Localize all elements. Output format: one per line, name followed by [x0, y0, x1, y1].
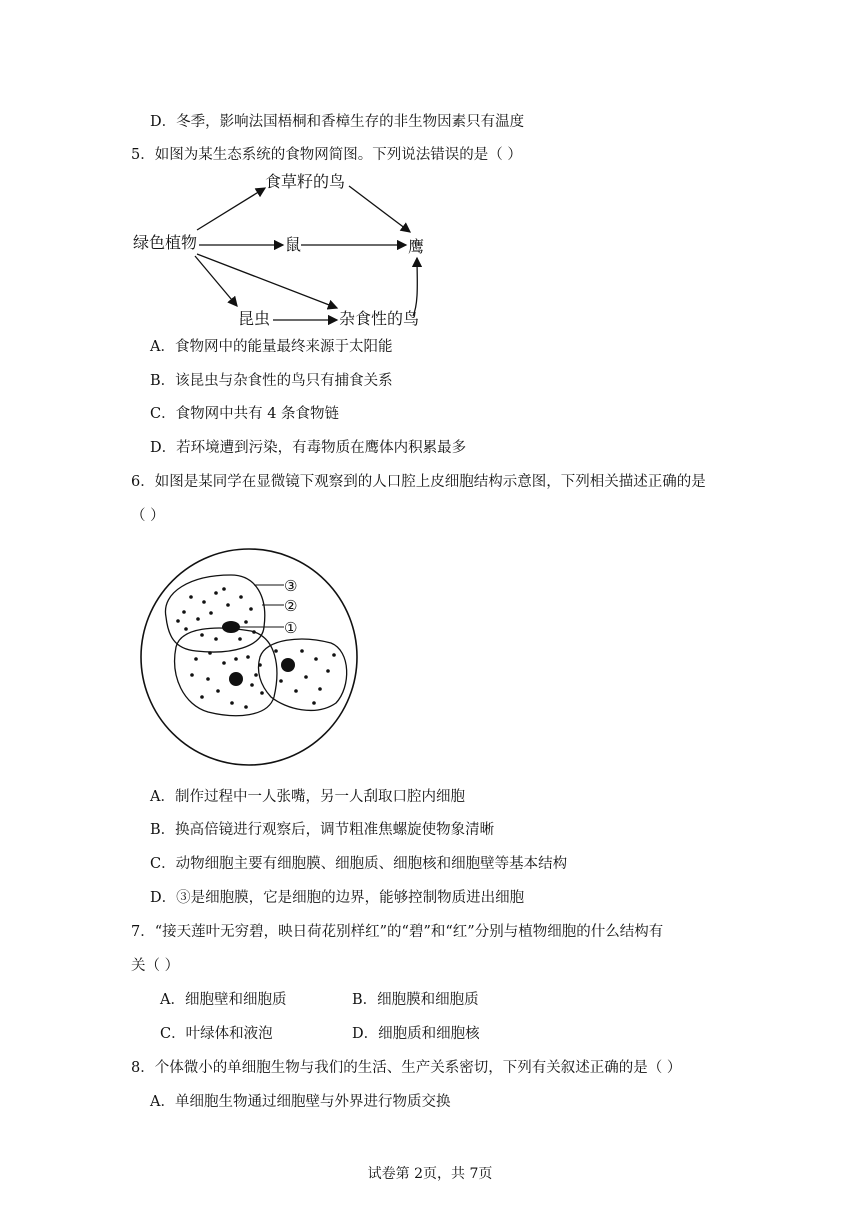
q6-stem-line2: （ ） — [131, 508, 165, 524]
page-footer: 试卷第 2页，共 7页 — [367, 1166, 493, 1182]
node-seed-bird: 食草籽的鸟 — [265, 172, 346, 191]
node-plant: 绿色植物 — [133, 233, 198, 252]
q6-option-a: A．制作过程中一人张嘴，另一人刮取口腔内细胞 — [150, 789, 465, 805]
arrow-seedbird-hawk — [349, 186, 410, 232]
q5-stem: 5．如图为某生态系统的食物网简图。下列说法错误的是（ ） — [131, 147, 522, 163]
arrow-plant-seedbird — [197, 188, 265, 230]
q7-option-c: C．叶绿体和液泡 — [160, 1026, 273, 1042]
nucleus-top — [222, 621, 240, 633]
q4-option-d: D．冬季，影响法国梧桐和香樟生存的非生物因素只有温度 — [150, 114, 525, 130]
q5-option-c: C．食物网中共有 4 条食物链 — [150, 406, 340, 422]
arrow-plant-omnibird — [197, 254, 337, 308]
q5-option-d: D．若环境遭到污染，有毒物质在鹰体内积累最多 — [150, 440, 467, 456]
node-hawk: 鹰 — [408, 237, 425, 256]
q6-option-d: D．③是细胞膜，它是细胞的边界，能够控制物质进出细胞 — [150, 890, 525, 906]
food-web-diagram — [125, 168, 435, 333]
q5-option-a: A．食物网中的能量最终来源于太阳能 — [150, 339, 393, 355]
nucleus-right — [281, 658, 295, 672]
arrow-plant-insect — [195, 256, 237, 306]
q6-option-b: B．换高倍镜进行观察后，调节粗准焦螺旋使物象清晰 — [150, 822, 495, 838]
q7-option-a: A．细胞壁和细胞质 — [160, 992, 287, 1008]
q6-stem-line1: 6．如图是某同学在显微镜下观察到的人口腔上皮细胞结构示意图，下列相关描述正确的是 — [131, 474, 706, 490]
q7-option-b: B．细胞膜和细胞质 — [352, 992, 479, 1008]
q8-stem: 8．个体微小的单细胞生物与我们的生活、生产关系密切，下列有关叙述正确的是（ ） — [131, 1060, 682, 1076]
label-3: ③ — [284, 577, 298, 595]
q7-option-d: D．细胞质和细胞核 — [352, 1026, 480, 1042]
q7-stem-line1: 7．“接天莲叶无穷碧，映日荷花别样红”的“碧”和“红”分别与植物细胞的什么结构有 — [131, 924, 664, 940]
label-2: ② — [284, 597, 298, 615]
q6-option-c: C．动物细胞主要有细胞膜、细胞质、细胞核和细胞壁等基本结构 — [150, 856, 568, 872]
node-omni-bird: 杂食性的鸟 — [339, 309, 420, 328]
nucleus-bottom — [229, 672, 243, 686]
cell-bottom-left — [175, 628, 277, 716]
cheek-cell-diagram — [136, 547, 366, 769]
q8-option-a: A．单细胞生物通过细胞壁与外界进行物质交换 — [150, 1094, 451, 1110]
label-1: ① — [284, 619, 298, 637]
arrow-omnibird-hawk — [413, 258, 417, 316]
node-mouse: 鼠 — [285, 235, 302, 254]
q7-stem-line2: 关（ ） — [131, 958, 180, 974]
node-insect: 昆虫 — [238, 309, 271, 328]
q5-option-b: B．该昆虫与杂食性的鸟只有捕食关系 — [150, 373, 393, 389]
